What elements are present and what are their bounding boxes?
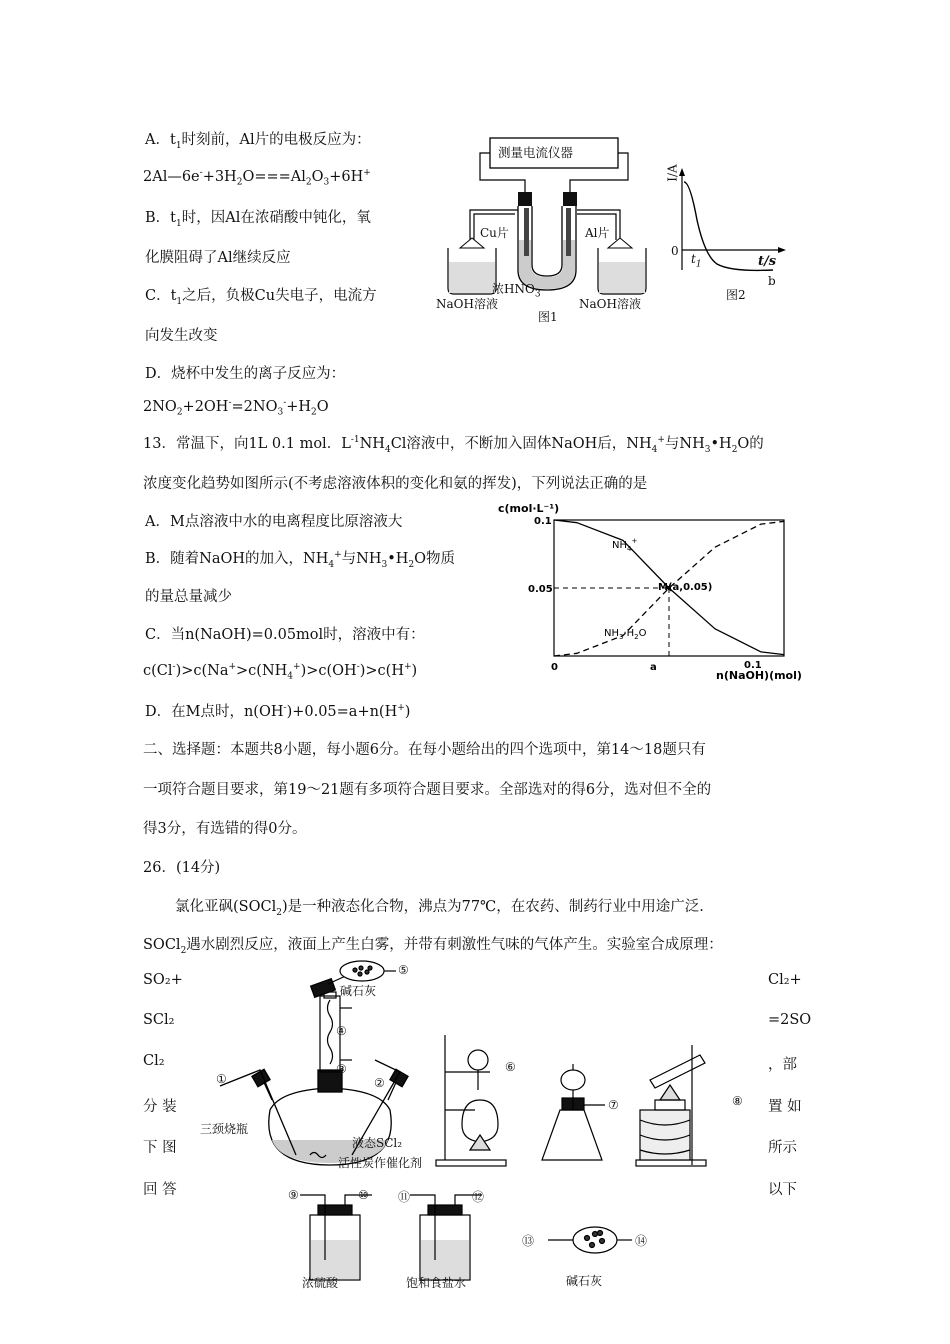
- figure-1-al-label: Al片: [585, 226, 610, 240]
- apparatus-7: [542, 1064, 605, 1160]
- q13-option-b-line1: B．随着NaOH的加入，$NH_4^+$与$NH_3•H_2O$物质: [145, 550, 456, 570]
- figure-2-origin: 0: [671, 244, 679, 258]
- label-liquid1: 液态SCl₂: [352, 1136, 403, 1150]
- figure-1-caption: 图1: [538, 310, 558, 324]
- label-n5: ⑤: [398, 963, 409, 977]
- drying-tube-13-14: [548, 1227, 632, 1253]
- label-n12: ⑫: [472, 1190, 485, 1204]
- figure-1-naoh-right: NaOH溶液: [579, 297, 641, 311]
- chart-xlabel: n(NaOH)(mol): [716, 669, 802, 682]
- q12-option-d: D．烧杯中发生的离子反应为：: [145, 366, 346, 382]
- label-n9: ⑨: [288, 1188, 299, 1202]
- figure-2-caption: 图2: [726, 288, 746, 302]
- label-brine: 饱和食盐水: [406, 1276, 467, 1290]
- wash-bottle-11-12: [410, 1195, 482, 1280]
- concentration-chart: [490, 498, 820, 688]
- figure-1-naoh-left: NaOH溶液: [436, 297, 498, 311]
- q26-header: 26．(14分): [143, 860, 221, 876]
- label-n4: ④: [336, 1024, 347, 1038]
- condenser: [311, 961, 396, 1072]
- q12-eq-d: $2NO_2+2OH^-=2NO_3^-+H_2O$: [143, 398, 329, 418]
- chart-nh4-label: $NH_4^+$: [612, 537, 638, 553]
- label-n11: ⑪: [398, 1190, 411, 1204]
- figure-1-cu-label: Cu片: [480, 226, 509, 240]
- label-n7: ⑦: [608, 1098, 619, 1112]
- q26-left-4: 分 装: [143, 1099, 177, 1115]
- q13-line1: 13．常温下，向1L 0.1 mol．$L^{-1}NH_4Cl$溶液中，不断加入固体NaOH后，$NH_4^+$与$NH_3•H_2O$的: [143, 435, 764, 455]
- q26-left-5: 下 图: [143, 1140, 177, 1156]
- label-n8: ⑧: [732, 1094, 743, 1108]
- label-soda-lime-bottom: 碱石灰: [566, 1274, 603, 1288]
- q26-right-6: 以下: [768, 1182, 797, 1198]
- section2-line2: 一项符合题目要求，第19～21题有多项符合题目要求。全部选对的得6分，选对但不全的: [143, 782, 712, 798]
- q26-left-1: SO₂+: [143, 972, 183, 988]
- section2-line3: 得3分，有选错的得0分。: [143, 821, 307, 837]
- q13-option-a: A．M点溶液中水的电离程度比原溶液大: [145, 514, 403, 530]
- q13-option-b-line2: 的量总量减少: [145, 589, 232, 605]
- q26-line1: 氯化亚砜(SOCl$_2$)是一种液态化合物，沸点为77℃，在农药、制药行业中用途广泛.: [175, 899, 704, 918]
- label-n6: ⑥: [505, 1060, 516, 1074]
- chart-ytick-top: 0.1: [534, 516, 552, 527]
- label-h2so4: 浓硫酸: [302, 1276, 339, 1290]
- apparatus-figure: [200, 960, 760, 1300]
- q12-option-b-line1: B．$t_1$时，因Al在浓硝酸中钝化，氧: [145, 210, 371, 229]
- label-n10: ⑩: [358, 1188, 369, 1202]
- chart-ylabel: c(mol·L⁻¹): [498, 502, 560, 515]
- q13-option-c-eq: $c(Cl^-)>c(Na^+>c(NH_4^+)>c(OH^-)>c(H^+)$: [143, 662, 418, 682]
- q26-right-5: 所示: [768, 1140, 797, 1156]
- q13-line2: 浓度变化趋势如图所示(不考虑溶液体积的变化和氨的挥发)，下列说法正确的是: [143, 476, 648, 492]
- label-liquid2: 活性炭作催化剂: [338, 1156, 423, 1170]
- q12-eq-a: $2Al—6e^-+3H_2O===Al_2O_3+6H^+$: [143, 168, 371, 188]
- wash-bottle-9-10: [300, 1195, 372, 1280]
- figure-2-extra-label: b: [768, 274, 776, 288]
- chart-xtick-01: 0.1: [744, 660, 762, 671]
- chart-ytick-mid: 0.05: [528, 584, 553, 595]
- q26-right-1: Cl₂+: [768, 972, 802, 988]
- chart-point-label: M(a,0.05): [658, 582, 713, 593]
- q13-option-c: C．当n(NaOH)=0.05mol时，溶液中有：: [145, 627, 425, 643]
- q26-left-2: SCl₂: [143, 1012, 175, 1028]
- label-n2: ②: [374, 1076, 385, 1090]
- chart-xtick-a: a: [650, 662, 657, 673]
- label-flask: 三颈烧瓶: [200, 1122, 249, 1136]
- figure-1-acid-label: 浓$HNO_3$: [492, 282, 541, 300]
- chart-xtick-0: 0: [551, 662, 558, 673]
- apparatus-8: [636, 1045, 706, 1166]
- label-n3: ③: [336, 1062, 347, 1076]
- figure-2-xlabel: t/s: [758, 254, 777, 269]
- section2-line1: 二、选择题：本题共8小题，每小题6分。在每小题给出的四个选项中，第14～18题只有: [143, 742, 706, 758]
- label-soda-lime-top: 碱石灰: [340, 984, 377, 998]
- q26-right-2: =2SO: [768, 1012, 812, 1028]
- q12-option-a: A．$t_1$时刻前，Al片的电极反应为：: [145, 132, 371, 151]
- q26-line2: SOCl$_2$遇水剧烈反应，液面上产生白雾，并带有刺激性气味的气体产生。实验室合成原理：: [143, 937, 723, 956]
- apparatus-6: [436, 1035, 506, 1166]
- label-n13: ⑬: [522, 1234, 535, 1248]
- figure-2-ylabel: I/A: [665, 164, 680, 182]
- label-n1: ①: [216, 1072, 227, 1086]
- q26-left-6: 回 答: [143, 1182, 177, 1198]
- q26-right-4: 置 如: [768, 1099, 802, 1115]
- q12-option-c-line2: 向发生改变: [145, 328, 218, 344]
- q26-right-3: ，部: [768, 1057, 797, 1073]
- figure-1-meter-label: 测量电流仪器: [498, 145, 574, 160]
- q12-option-c-line1: C．$t_1$之后，负极Cu失电子，电流方: [145, 288, 377, 307]
- q26-left-3: Cl₂: [143, 1053, 165, 1069]
- q12-option-b-line2: 化膜阻碍了Al继续反应: [145, 250, 291, 266]
- figure-2-t1: $t_1$: [691, 252, 702, 270]
- chart-nh3-label: $NH_3\cdot H_2O$: [604, 628, 647, 641]
- q13-option-d: D．在M点时，n(OH-)+0.05=a+n(H+): [145, 703, 411, 720]
- label-n14: ⑭: [635, 1234, 648, 1248]
